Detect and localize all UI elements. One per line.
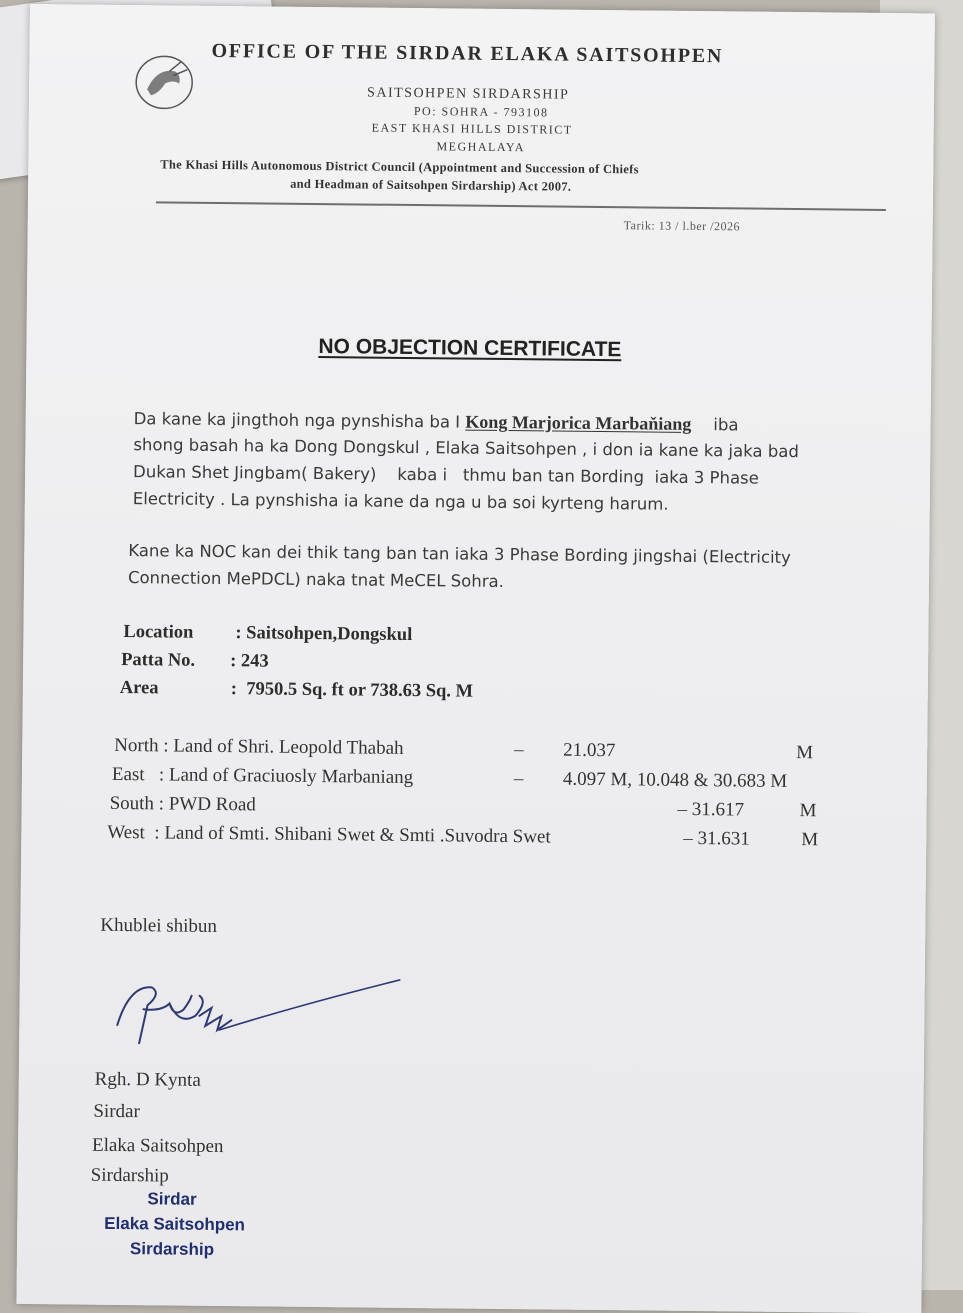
postal-address: PO: SOHRA - 793108 (413, 104, 549, 120)
north-boundary-dash: – (514, 739, 524, 761)
state-heading: MEGHALAYA (436, 139, 526, 155)
stamp-line-2: Elaka Saitsohpen (104, 1213, 246, 1235)
west-boundary-label: West : Land of Smti. Shibani Swet & Smti .Suvodra Swet (107, 821, 551, 848)
south-boundary-label: South : PWD Road (109, 792, 256, 816)
north-boundary-unit: M (796, 742, 814, 764)
closing-text: Khublei shibun (100, 914, 218, 938)
paragraph2-line1: Kane ka NOC kan dei thik tang ban tan iaka 3 Phase Bording jingshai (Electricity (128, 541, 791, 567)
area-value: : 7950.5 Sq. ft or 738.63 Sq. M (230, 679, 474, 702)
emblem-seal-icon (129, 49, 200, 116)
stamp-line-1: Sirdar (147, 1189, 197, 1209)
paragraph1-line1-prefix: Da kane ka jingthoh nga pynshisha ba I (133, 409, 466, 432)
paragraph1-line3: Dukan Shet Jingbam( Bakery) kaba i thmu ban tan Bording iaka 3 Phase (133, 462, 759, 488)
signer-title: Sirdar (93, 1100, 140, 1123)
south-boundary-unit: M (799, 800, 817, 822)
east-boundary-dash: – (513, 768, 524, 790)
location-label: Location (123, 622, 194, 643)
north-boundary-label: North : Land of Shri. Leopold Thabah (114, 734, 404, 759)
patta-value: : 243 (230, 651, 269, 672)
certificate-title: NO OBJECTION CERTIFICATE (318, 335, 622, 362)
south-boundary-value: – 31.617 (677, 798, 745, 821)
east-boundary-label: East : Land of Graciuosly Marbaniang (111, 763, 414, 789)
signer-unit: Sirdarship (90, 1164, 169, 1187)
applicant-name: Kong Marjorica Marbaňiang (465, 411, 692, 434)
paragraph1-line1 (134, 408, 739, 435)
west-boundary-value: – 31.631 (683, 827, 750, 850)
signer-name: Rgh. D Kynta (94, 1068, 201, 1091)
paragraph2-line2: Connection MePDCL) naka tnat MeCEL Sohra. (127, 568, 505, 591)
paragraph1-line2: shong basah ha ka Dong Dongskul , Elaka Saitsohpen , i don ia kane ka jaka bad (133, 435, 799, 462)
document-date: Tarik: 13 / l.ber /2026 (623, 218, 741, 234)
patta-label: Patta No. (121, 649, 196, 671)
paragraph1-line4: Electricity . La pynshisha ia kane da nga u ba soi kyrteng harum. (132, 489, 669, 514)
north-boundary-value: 21.037 (563, 739, 616, 762)
paragraph1-line1-suffix: iba (713, 415, 739, 435)
west-boundary-unit: M (801, 829, 819, 851)
certificate-document (16, 4, 935, 1313)
header-divider (156, 201, 886, 210)
act-reference-line-1: The Khasi Hills Autonomous District Council (Appointment and Succession of Chiefs (160, 157, 639, 177)
area-label: Area (119, 677, 159, 699)
stamp-line-3: Sirdarship (129, 1239, 215, 1259)
signer-place: Elaka Saitsohpen (91, 1134, 224, 1158)
act-reference-line-2: and Headman of Saitsohpen Sirdarship) Act 2007. (290, 176, 572, 194)
office-heading: OFFICE OF THE SIRDAR ELAKA SAITSOHPEN (211, 39, 724, 68)
east-boundary-value: 4.097 M, 10.048 & 30.683 M (562, 768, 788, 792)
district-heading: EAST KHASI HILLS DISTRICT (371, 120, 573, 137)
handwritten-signature (99, 965, 420, 1078)
sirdarship-heading: SAITSOHPEN SIRDARSHIP (367, 85, 570, 103)
location-value: : Saitsohpen,Dongskul (235, 623, 413, 646)
